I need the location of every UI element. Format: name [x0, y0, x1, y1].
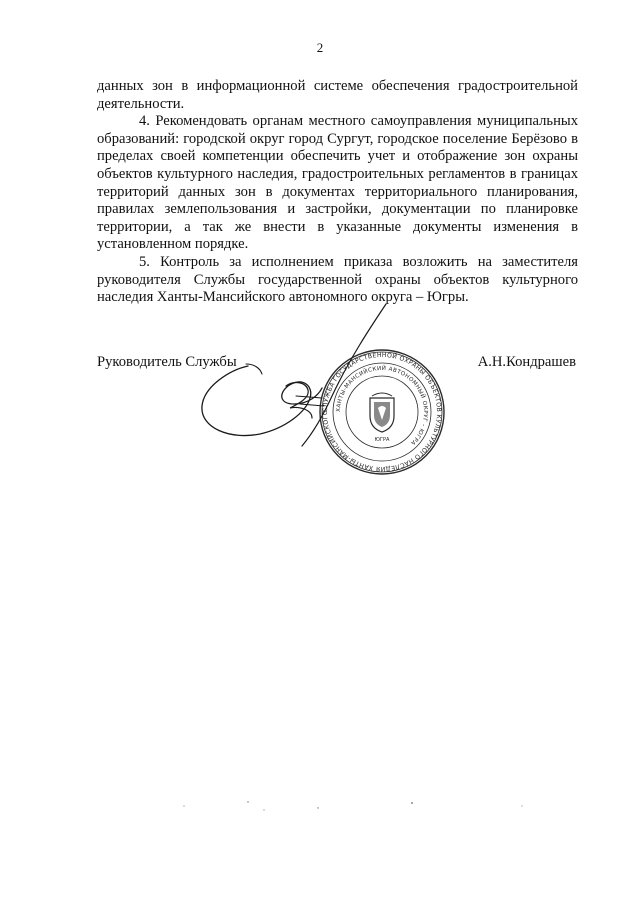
- signatory-title: Руководитель Службы: [97, 354, 237, 370]
- handwritten-signature: [190, 300, 420, 450]
- page-number: 2: [316, 40, 324, 55]
- document-body: [97, 78, 578, 307]
- stamp-inner-text: ХАНТЫ-МАНСИЙСКИЙ АВТОНОМНЫЙ ОКРУГ - ЮГРА: [335, 365, 429, 446]
- stamp-emblem-label: ЮГРА: [374, 437, 390, 443]
- signatory-name: А.Н.Кондрашев: [477, 354, 576, 370]
- signature-graphic: [190, 300, 420, 450]
- paragraph-item-5: 5. Контроль за исполнением приказа возложить на заместителя руководителя Службы государственной охраны объектов культурного наследия Ханты-Мансийского автономного округа – Югры.: [97, 253, 578, 306]
- paragraph-continuation: данных зон в информационной системе обеспечения градостроительной деятельности.: [97, 78, 578, 112]
- stamp-outer-text: СЛУЖБА ГОСУДАРСТВЕННОЙ ОХРАНЫ ОБЪЕКТОВ КУЛЬТУРНОГО НАСЛЕДИЯ ХАНТЫ-МАНСИЙСКОГО: [321, 351, 443, 473]
- paragraph-item-4: 4. Рекомендовать органам местного самоуправления муниципальных образований: городской округ город Сургут, городское поселение Берёзово в пределах своей компетенции обеспечить учет и отображение зон охраны объектов культурного наследия, градостроительных регламентов в границах территорий данных зон в документах территориального планирования, правилах землепользования и застройки, документации по планировке территории, а так же внести в указанные документы изменения в установленном порядке.: [97, 113, 578, 253]
